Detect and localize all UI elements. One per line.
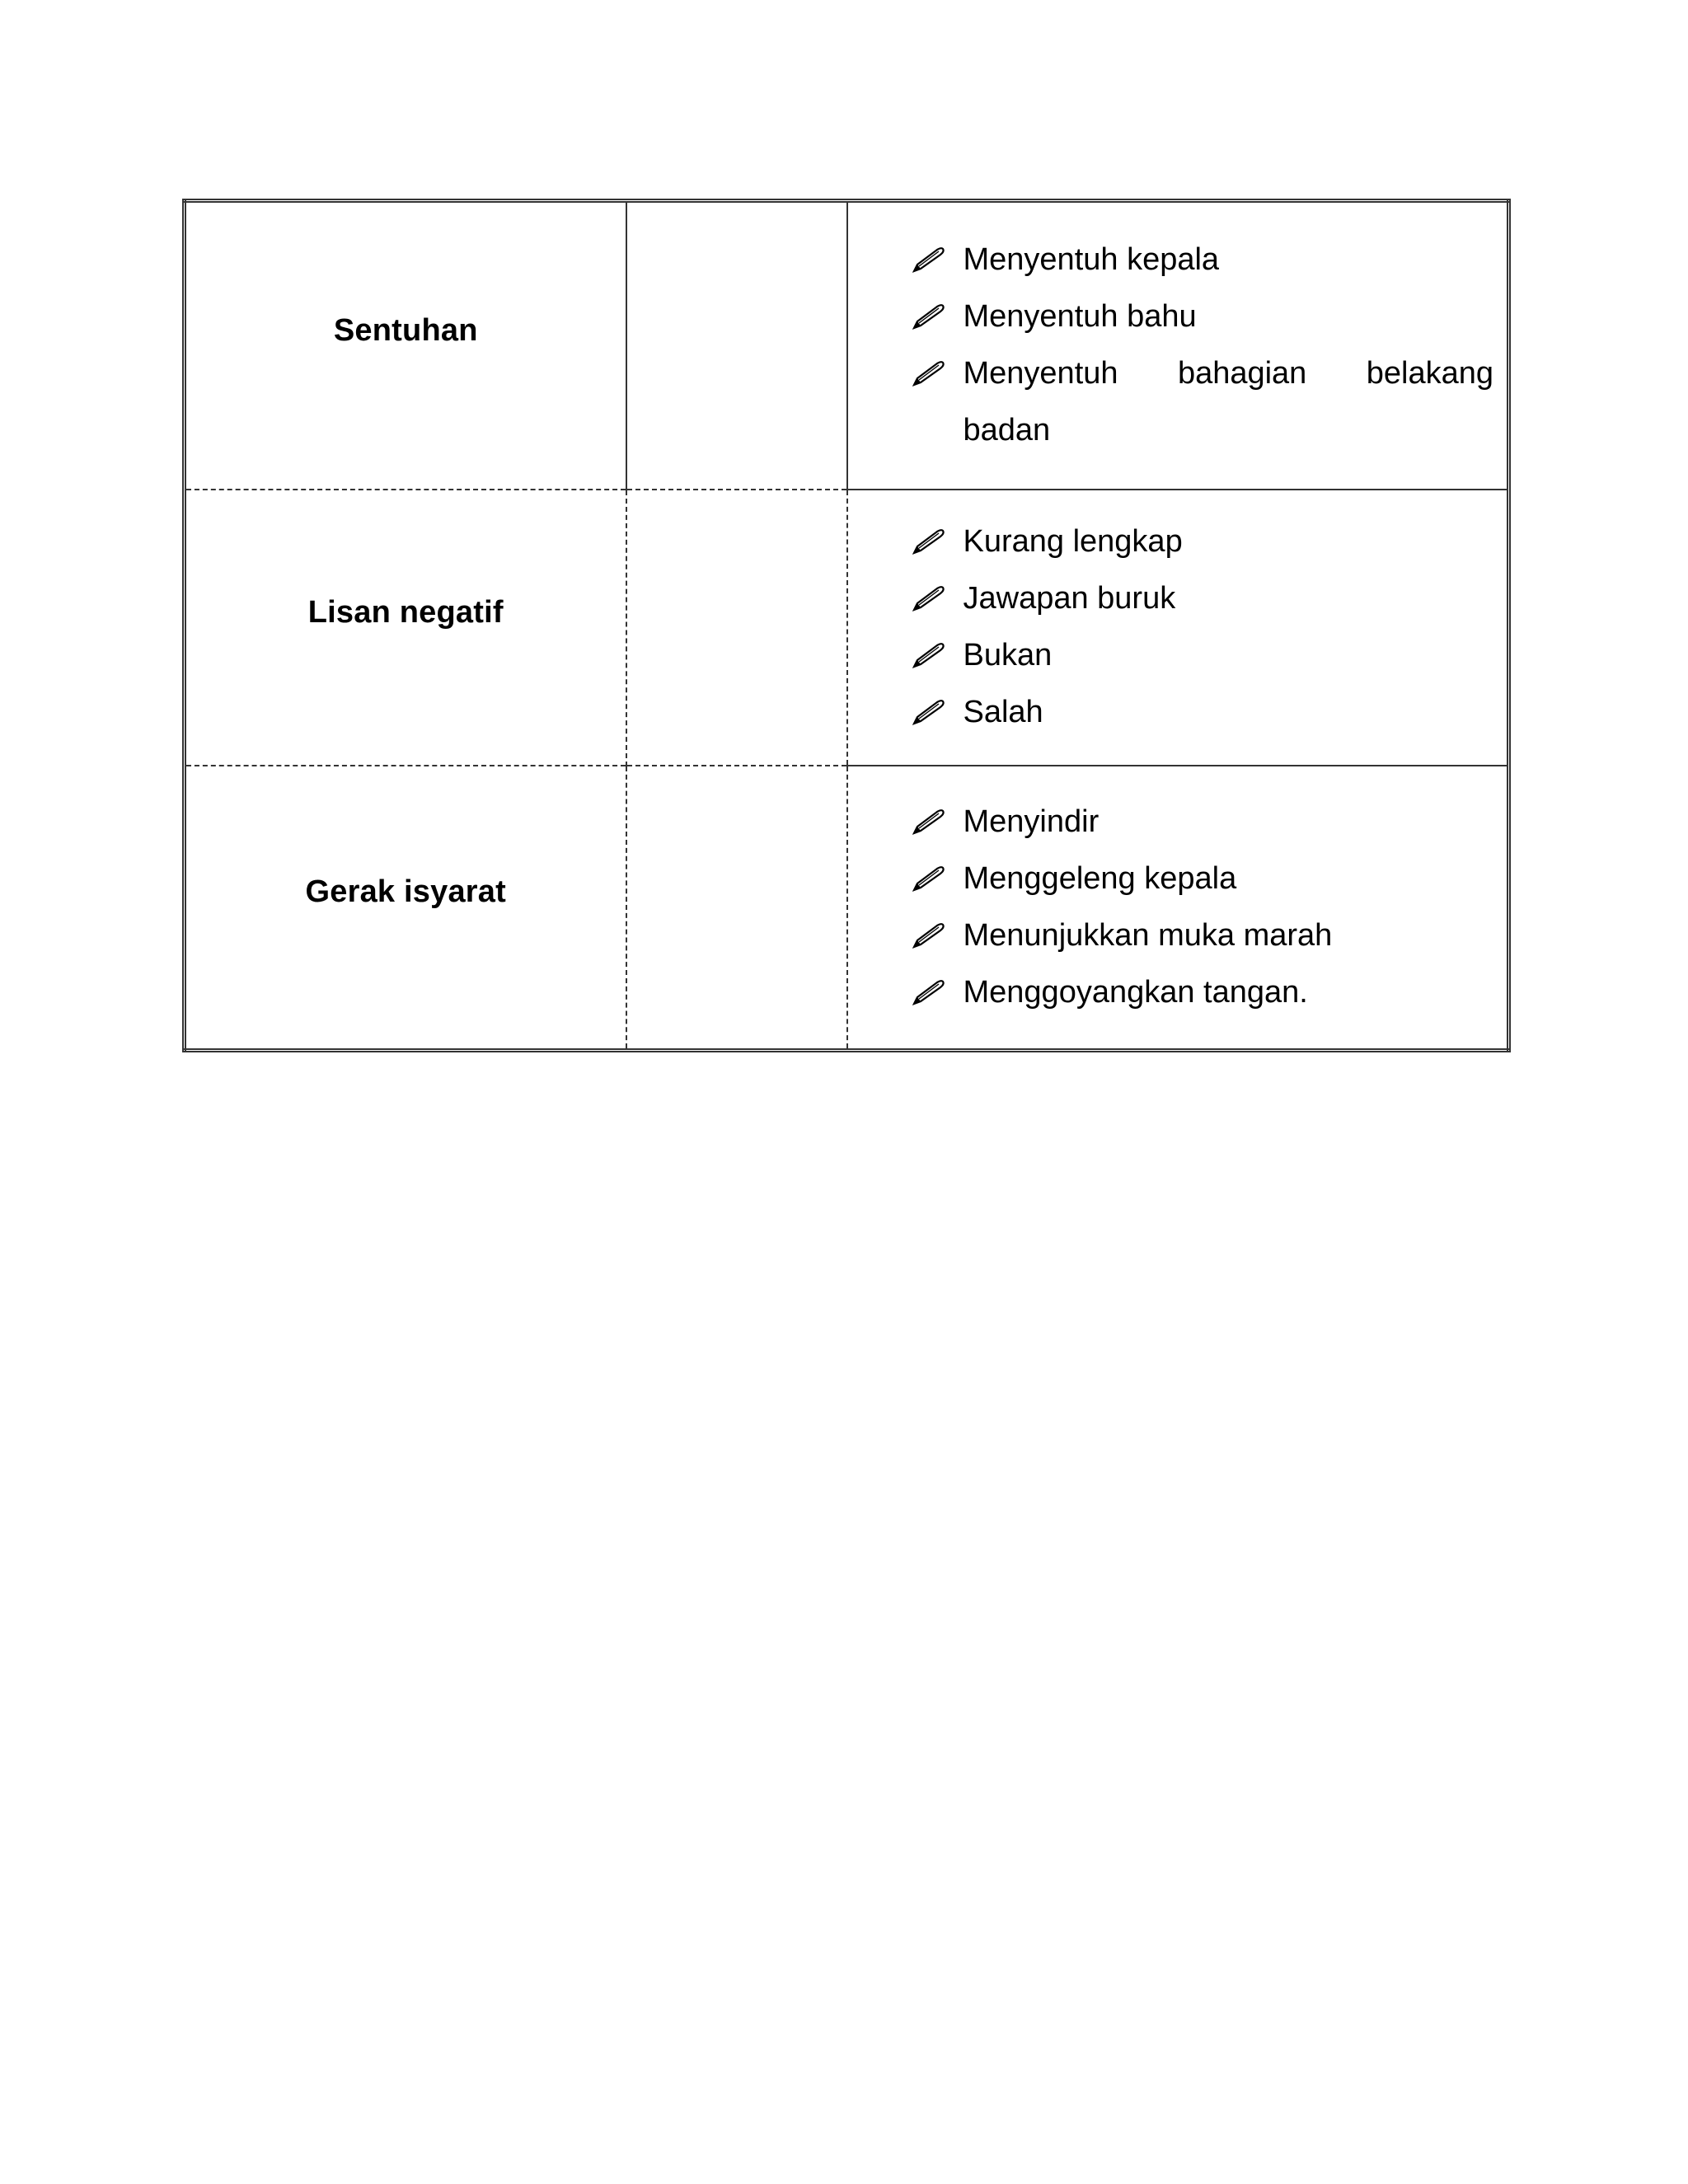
list-item [912,570,1494,627]
category-label: Gerak isyarat [305,874,506,910]
category-label: Lisan negatif [307,594,504,630]
list-item-text: Kurang lengkap [963,524,1183,559]
list-item-text: Jawapan buruk [963,581,1176,616]
list-item [912,288,1494,345]
examples-cell [847,490,1509,766]
examples-cell [847,201,1509,490]
table-row [185,490,1509,766]
pen-nib-icon [912,642,945,668]
bullet-list [848,513,1507,741]
list-item [912,851,1494,907]
behaviour-table [182,199,1511,1052]
list-item [912,627,1494,684]
list-item-text-line: badan [963,413,1051,448]
list-item-text-line: Menyentuh bahagian belakang [963,356,1493,391]
list-item-text: Bukan [963,638,1053,673]
pen-nib-icon [912,699,945,725]
pen-nib-icon [912,246,945,273]
list-item-text: Menyindir [963,804,1100,839]
table-row [185,201,1509,490]
list-item-text: Menunjukkan muka marah [963,917,1333,953]
category-cell [185,766,626,1051]
list-item-text: Menyentuh bahu [963,299,1197,335]
table-row [185,766,1509,1051]
list-item-text: Menggeleng kepala [963,860,1237,896]
pen-nib-icon [912,360,945,387]
list-item [912,513,1494,570]
pen-nib-icon [912,303,945,330]
empty-cell [626,766,847,1051]
examples-cell [847,766,1509,1051]
pen-nib-icon [912,922,945,949]
pen-nib-icon [912,585,945,612]
pen-nib-icon [912,528,945,555]
empty-cell [626,201,847,490]
pen-nib-icon [912,979,945,1005]
pen-nib-icon [912,808,945,835]
list-item [912,964,1494,1021]
category-cell [185,490,626,766]
pen-nib-icon [912,865,945,892]
category-label: Sentuhan [333,312,478,348]
list-item [912,345,1494,459]
category-cell [185,201,626,490]
list-item [912,684,1494,741]
list-item [912,907,1494,964]
list-item-text: Salah [963,695,1043,729]
bullet-list [848,794,1507,1021]
list-item-text: Menggoyangkan tangan. [963,974,1308,1010]
list-item [912,794,1494,851]
list-item [912,232,1494,288]
empty-cell [626,490,847,766]
bullet-list [848,232,1507,459]
list-item-text: Menyentuh kepala [963,242,1220,278]
